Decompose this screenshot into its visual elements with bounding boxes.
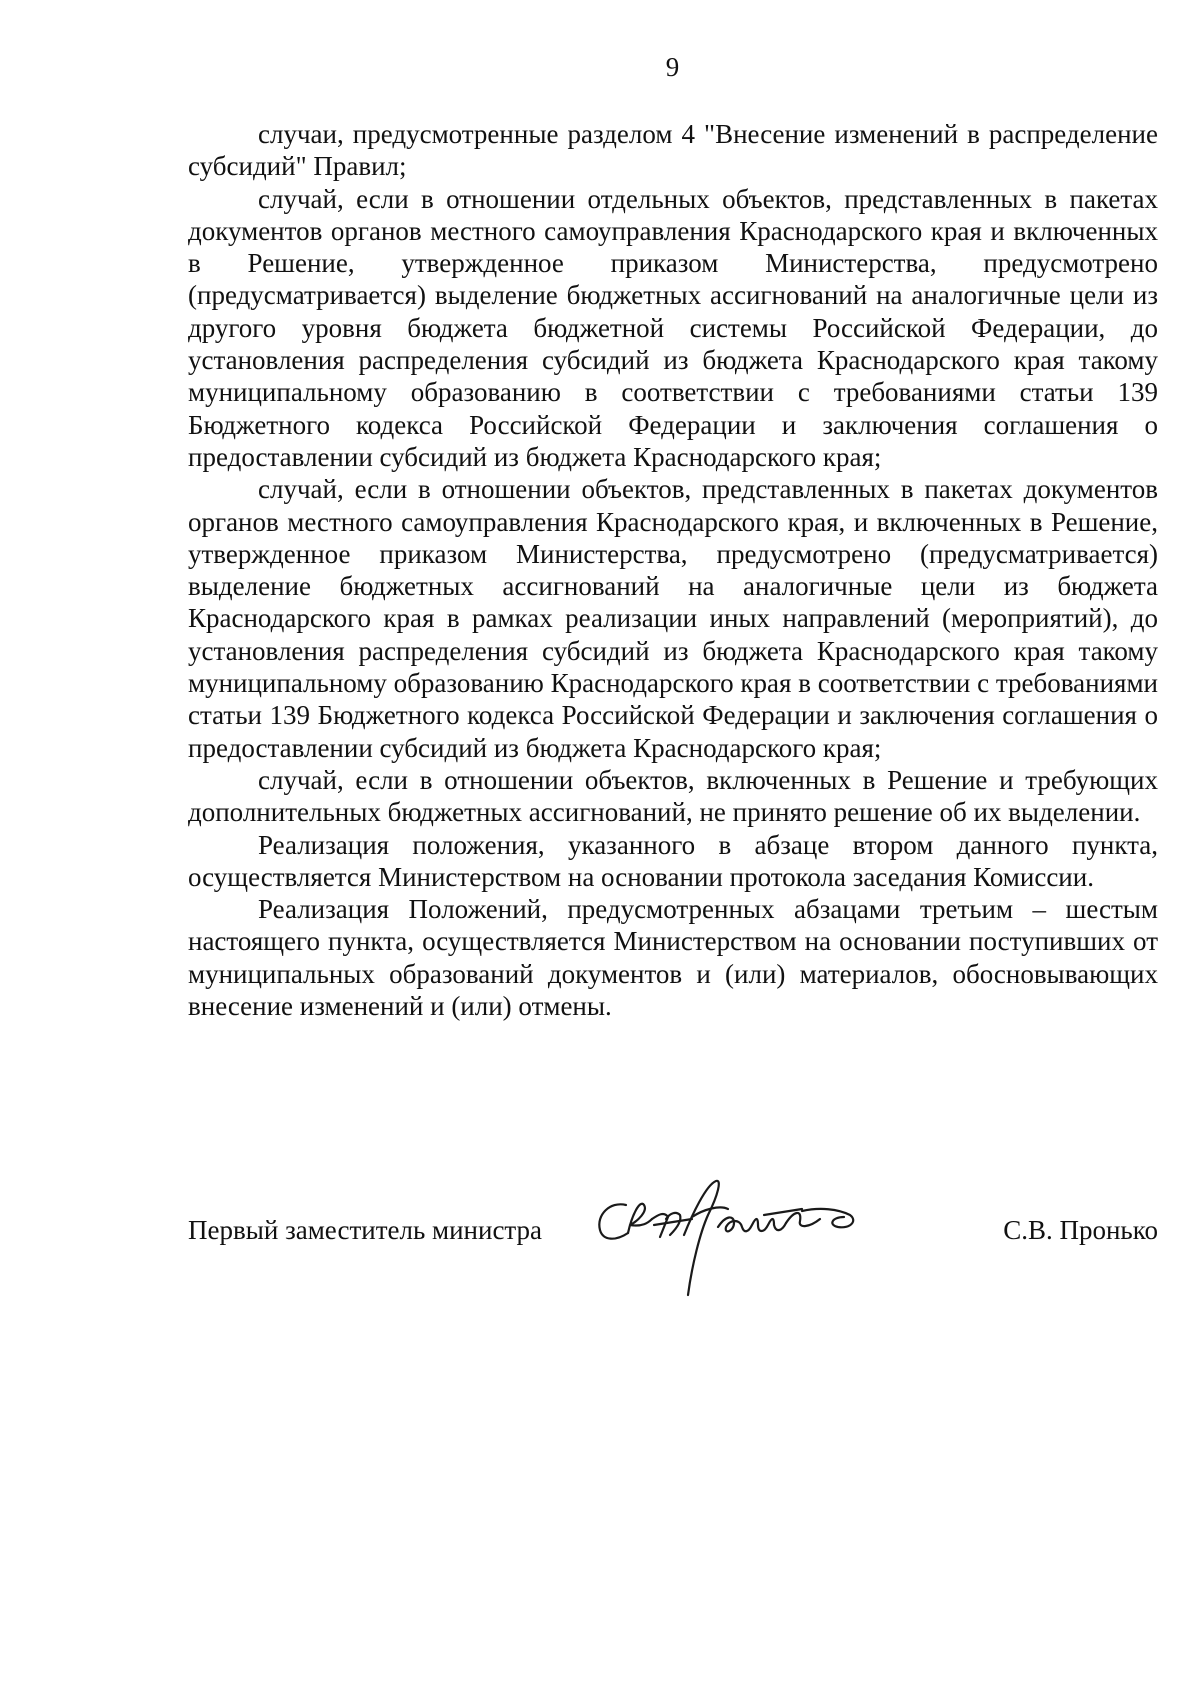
signer-name: С.В. Пронько (1003, 1215, 1158, 1245)
paragraph: случай, если в отношении отдельных объектов, представленных в пакетах документов органов местного самоуправления Краснодарского края и включенных в Решение, утвержденное приказом Министерства, предусмотрено (предусматривается) выделение бюджетных ассигнований на аналогичные цели из другого уровня бюджета бюджетной системы Российской Федерации, до установления распределения субсидий из бюджета Краснодарского края такому муниципальному образованию в соответствии с требованиями статьи 139 Бюджетного кодекса Российской Федерации и заключения соглашения о предоставлении субсидий из бюджета Краснодарского края; (188, 183, 1158, 472)
paragraph: случай, если в отношении объектов, включенных в Решение и требующих дополнительных бюджетных ассигнований, не принято решение об их выделении. (188, 764, 1158, 828)
paragraph: Реализация положения, указанного в абзаце втором данного пункта, осуществляется Министерством на основании протокола заседания Комиссии. (188, 829, 1158, 892)
signer-position: Первый заместитель министра (188, 1215, 543, 1245)
paragraph: Реализация Положений, предусмотренных абзацами третьим – шестым настоящего пункта, осуществляется Министерством на основании поступивших от муниципальных образований документов и (или) материалов, обосновывающих внесение изменений и (или) отмены. (188, 894, 1158, 1022)
handwritten-signature-icon (588, 1175, 918, 1305)
document-body (188, 118, 1158, 1022)
page-number: 9 (665, 52, 680, 82)
paragraph: случай, если в отношении объектов, представленных в пакетах документов органов местного самоуправления Краснодарского края, и включенных в Решение, утвержденное приказом Министерства, предусмотрено (предусматривается) выделение бюджетных ассигнований на аналогичные цели из бюджета Краснодарского края в рамках реализации иных направлений (мероприятий), до установления распределения субсидий из бюджета Краснодарского края такому муниципальному образованию Краснодарского края в соответствии с требованиями статьи 139 Бюджетного кодекса Российской Федерации и заключения соглашения о предоставлении субсидий из бюджета Краснодарского края; (188, 474, 1158, 763)
paragraph: случаи, предусмотренные разделом 4 "Внесение изменений в распределение субсидий" Правил; (188, 119, 1158, 182)
signature-block (188, 1215, 1158, 1275)
